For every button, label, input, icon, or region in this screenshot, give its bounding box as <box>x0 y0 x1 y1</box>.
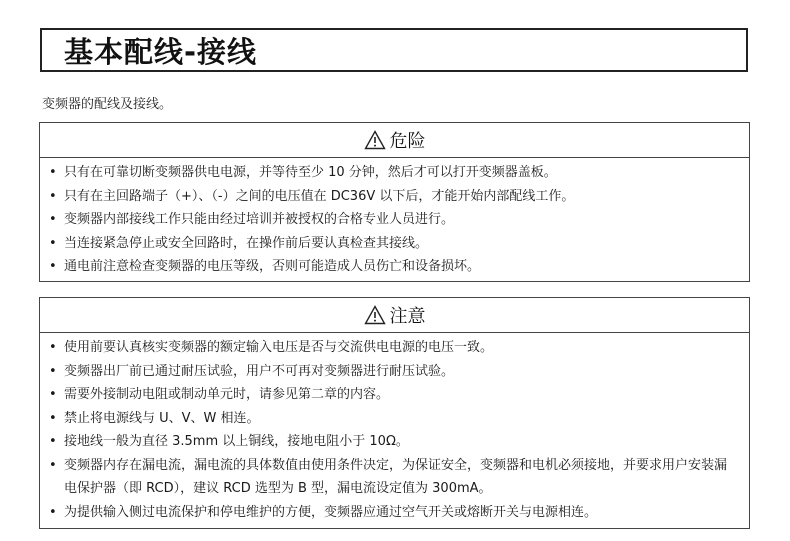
list-item <box>40 383 749 407</box>
bullet: • <box>49 340 57 355</box>
bullet: • <box>49 434 57 449</box>
danger-list <box>40 158 749 279</box>
item-text: 只有在主回路端子（+）、（-）之间的电压值在 DC36V 以下后，才能开始内部配线工作。 <box>64 188 575 204</box>
danger-heading: 危险 <box>389 131 426 152</box>
list-item <box>40 185 749 209</box>
item-text: 变频器内存在漏电流，漏电流的具体数值由使用条件决定，为保证安全，变频器和电机必须接地，并要求用户安装漏电保护器（即 RCD），建议 RCD 选型为 B 型，漏电流设定值为 300mA。 <box>64 457 728 496</box>
list-item <box>40 255 749 279</box>
bullet: • <box>49 363 57 379</box>
bullet: • <box>49 410 57 426</box>
bullet: • <box>49 387 57 402</box>
warning-triangle-icon <box>364 305 386 325</box>
list-item <box>40 501 749 525</box>
item-text: 通电前注意检查变频器的电压等级，否则可能造成人员伤亡和设备损坏。 <box>64 259 481 274</box>
bullet: • <box>49 188 57 204</box>
item-text: 变频器内部接线工作只能由经过培训并被授权的合格专业人员进行。 <box>64 212 455 227</box>
item-text: 接地线一般为直径 3.5mm 以上铜线，接地电阻小于 10Ω。 <box>64 434 409 449</box>
item-text: 禁止将电源线与 U、V、W 相连。 <box>64 410 260 426</box>
caution-heading: 注意 <box>389 306 426 327</box>
list-item <box>40 208 749 232</box>
bullet: • <box>49 165 57 180</box>
bullet: • <box>49 235 57 251</box>
list-item <box>40 430 749 454</box>
bullet: • <box>49 212 57 227</box>
item-text: 当连接紧急停止或安全回路时，在操作前后要认真检查其接线。 <box>64 235 429 251</box>
list-item <box>40 161 749 185</box>
list-item <box>40 232 749 256</box>
list-item <box>40 407 749 431</box>
caution-list <box>40 333 749 524</box>
item-text: 需要外接制动电阻或制动单元时，请参见第二章的内容。 <box>64 387 390 402</box>
intro-text: 变频器的配线及接线。 <box>42 97 173 112</box>
bullet: • <box>49 457 57 473</box>
item-text: 使用前要认真核实变频器的额定输入电压是否与交流供电电源的电压一致。 <box>64 340 494 355</box>
item-text: 为提供输入侧过电流保护和停电维护的方便，变频器应通过空气开关或熔断开关与电源相连。 <box>64 504 598 520</box>
danger-header <box>40 123 749 158</box>
section-title: 基本配线-接线 <box>64 34 258 69</box>
list-item <box>40 360 749 384</box>
list-item <box>40 454 749 501</box>
caution-header <box>40 298 749 333</box>
bullet: • <box>49 504 57 520</box>
caution-panel <box>39 297 750 529</box>
danger-panel <box>39 122 750 282</box>
list-item <box>40 336 749 360</box>
item-text: 变频器出厂前已通过耐压试验，用户不可再对变频器进行耐压试验。 <box>64 363 455 379</box>
section-title-box <box>40 28 748 72</box>
bullet: • <box>49 259 57 274</box>
item-text: 只有在可靠切断变频器供电电源，并等待至少 10 分钟，然后才可以打开变频器盖板。 <box>64 165 557 180</box>
warning-triangle-icon <box>364 130 386 150</box>
